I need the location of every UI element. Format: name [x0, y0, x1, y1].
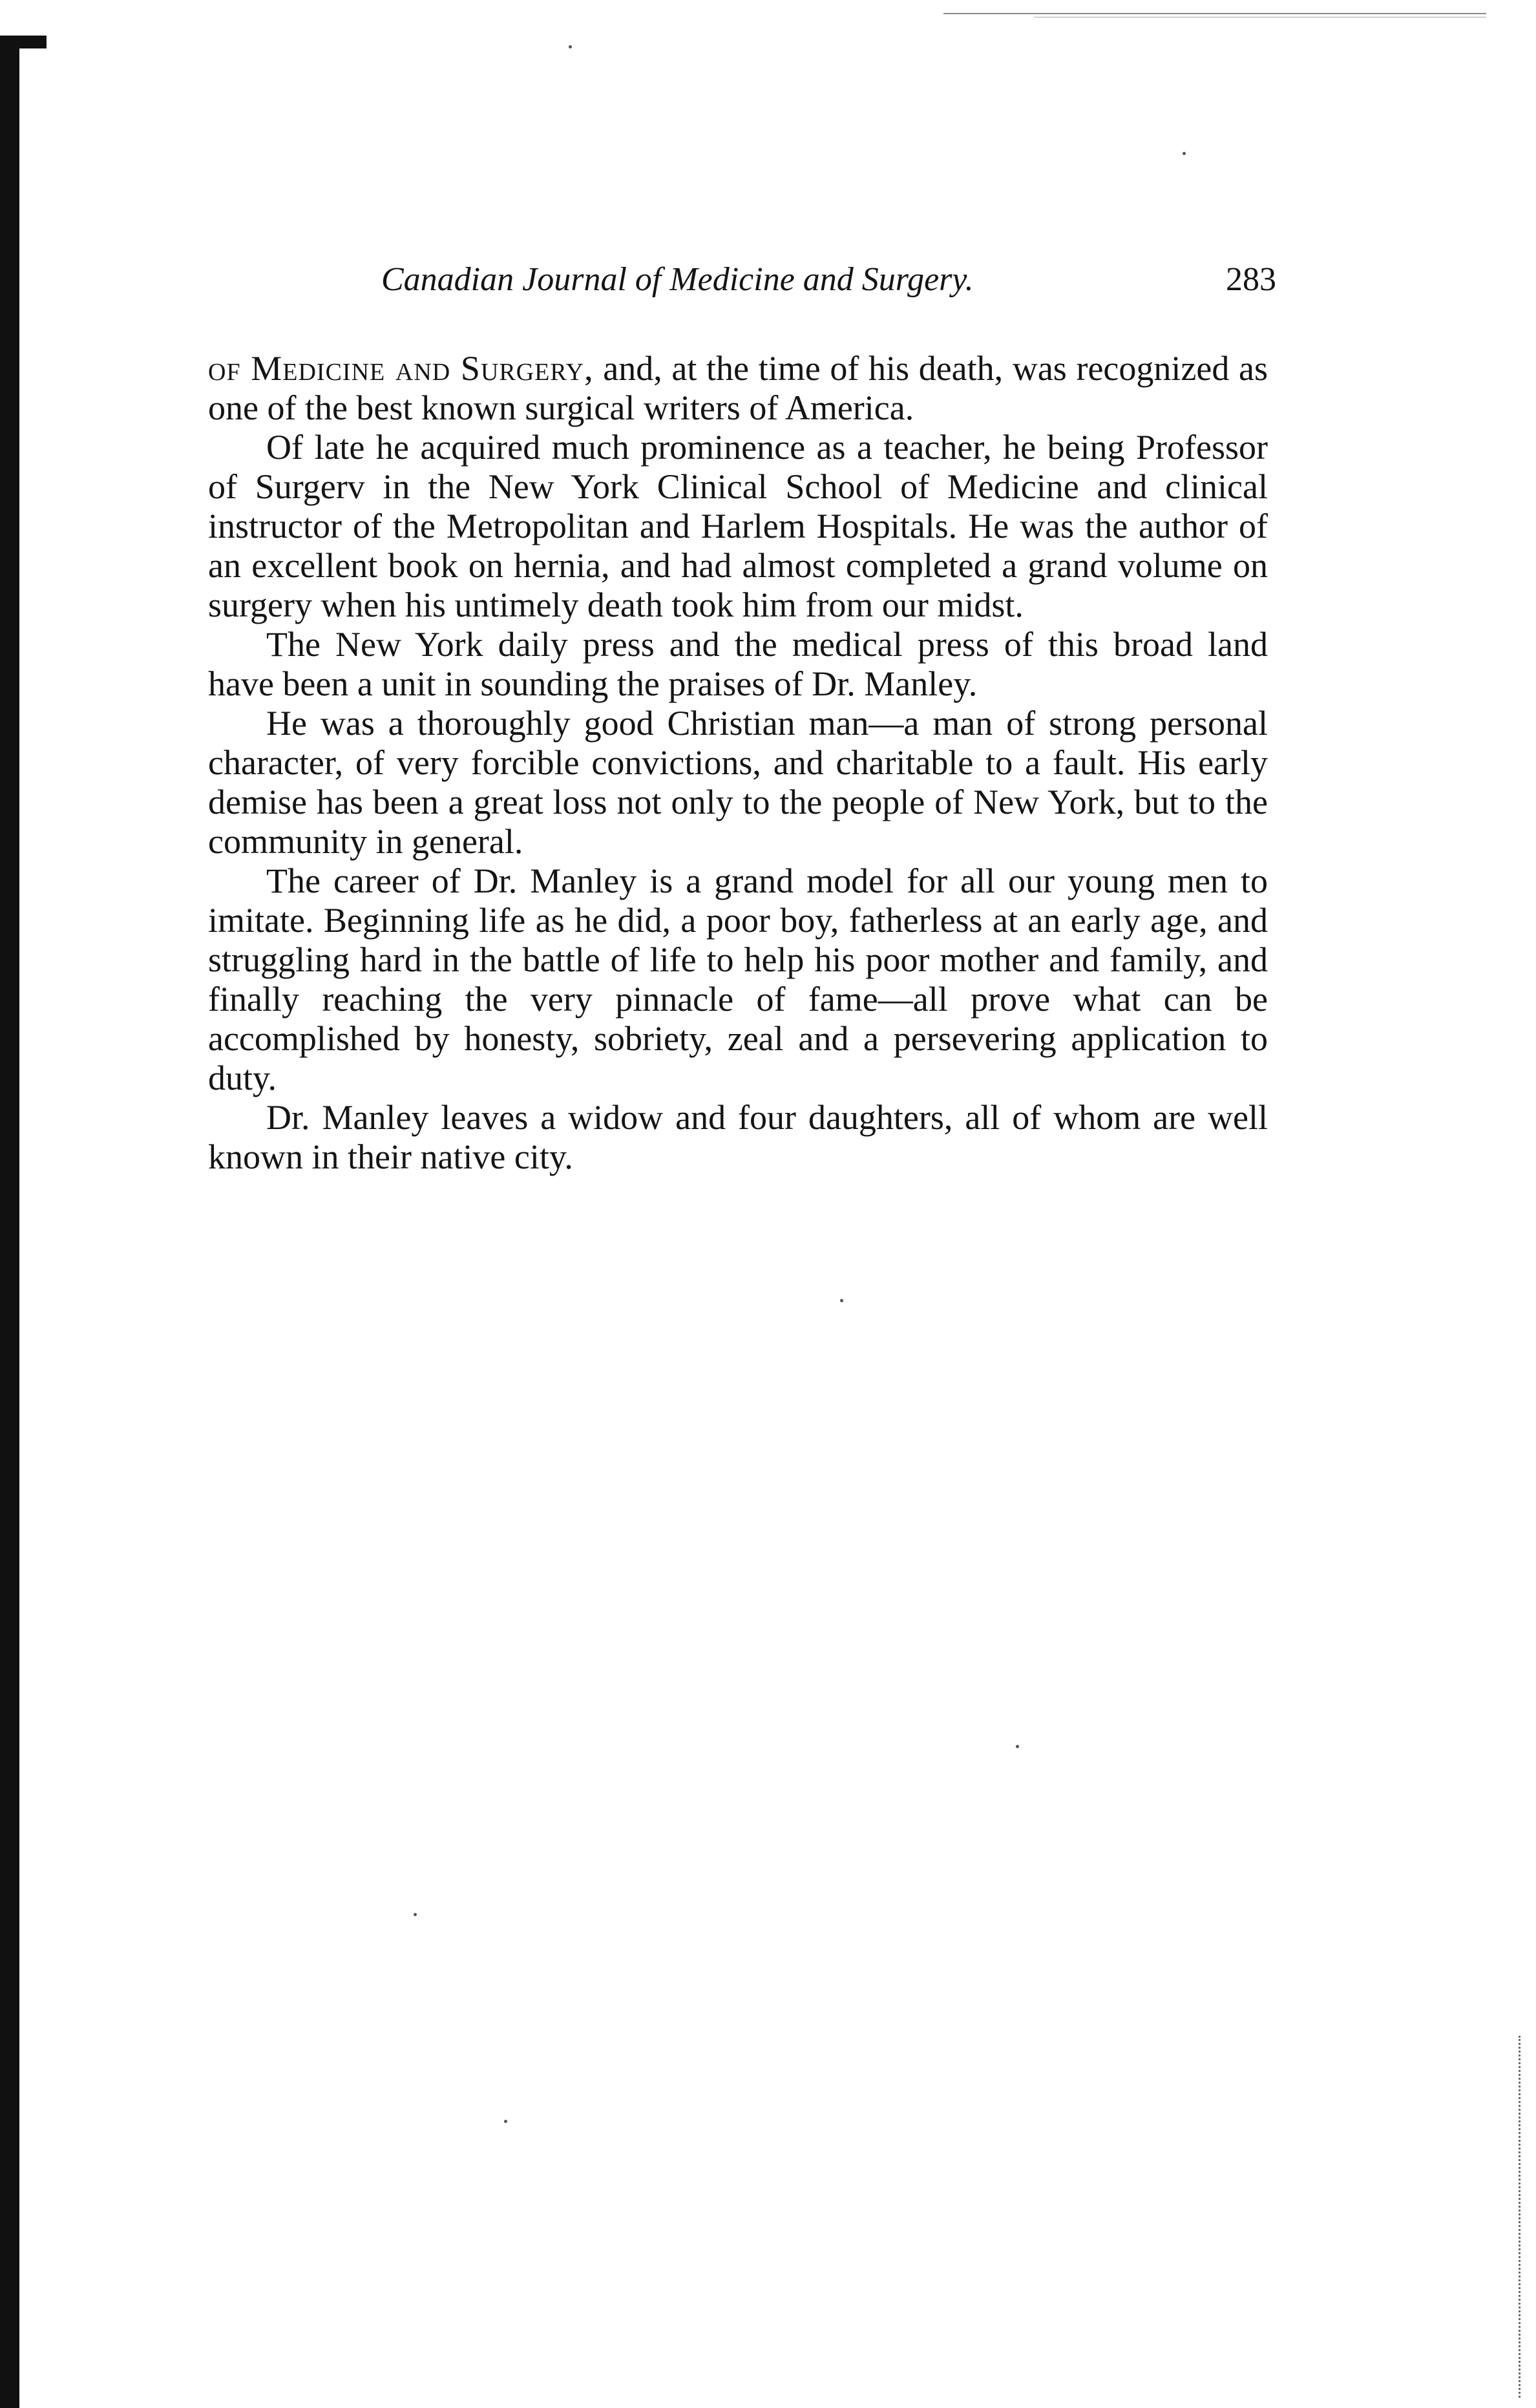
scan-edge-dots [1519, 2036, 1520, 2398]
scan-binding-notch [19, 36, 47, 48]
scan-top-rule [943, 13, 1486, 14]
paragraph-5: The career of Dr. Manley is a grand model for all our young men to imitate. Beginning life as he did, a poor boy, fatherless at an early age, and struggling hard in the battle of life to help his poor mother and family, and finally reaching the very pinnacle of fame—all prove what can be accomplished by honesty, sobriety, zeal and a persevering application to duty. [208, 861, 1268, 1097]
small-caps-lead: of Medicine and Surgery, [208, 349, 594, 388]
scan-binding-edge [0, 36, 19, 2408]
paragraph-4: He was a thoroughly good Christian man—a man of strong personal character, of very forcible convictions, and charitable to a fault. His early demise has been a great loss not only to the people of New York, but to the community in general. [208, 704, 1268, 861]
running-head [381, 257, 1276, 302]
page-number: 283 [1226, 261, 1276, 298]
running-head-title: Canadian Journal of Medicine and Surgery. [381, 261, 974, 298]
scan-speck [414, 1913, 417, 1916]
paragraph-6: Dr. Manley leaves a widow and four daughters, all of whom are well known in their native city. [208, 1098, 1268, 1176]
paragraph-3: The New York daily press and the medical press of this broad land have been a unit in sounding the praises of Dr. Manley. [208, 625, 1268, 703]
paragraph-1 [208, 349, 1268, 428]
scan-speck [840, 1299, 843, 1302]
scan-speck [569, 45, 572, 48]
paragraph-2: Of late he acquired much prominence as a teacher, he being Professor of Surgerv in the New York Clinical School of Medicine and clinical instructor of the Metropolitan and Harlem Hospitals. He was the author of an excellent book on hernia, and had almost completed a grand volume on surgery when his untimely death took him from our midst. [208, 428, 1268, 624]
scan-speck [504, 2120, 507, 2123]
scan-speck [1183, 152, 1186, 155]
scan-speck [1016, 1745, 1019, 1748]
paragraph-text: and, at the time of his death, was recognized as one of the best known surgical writers of America. [208, 349, 1268, 427]
article-body [208, 349, 1268, 1177]
